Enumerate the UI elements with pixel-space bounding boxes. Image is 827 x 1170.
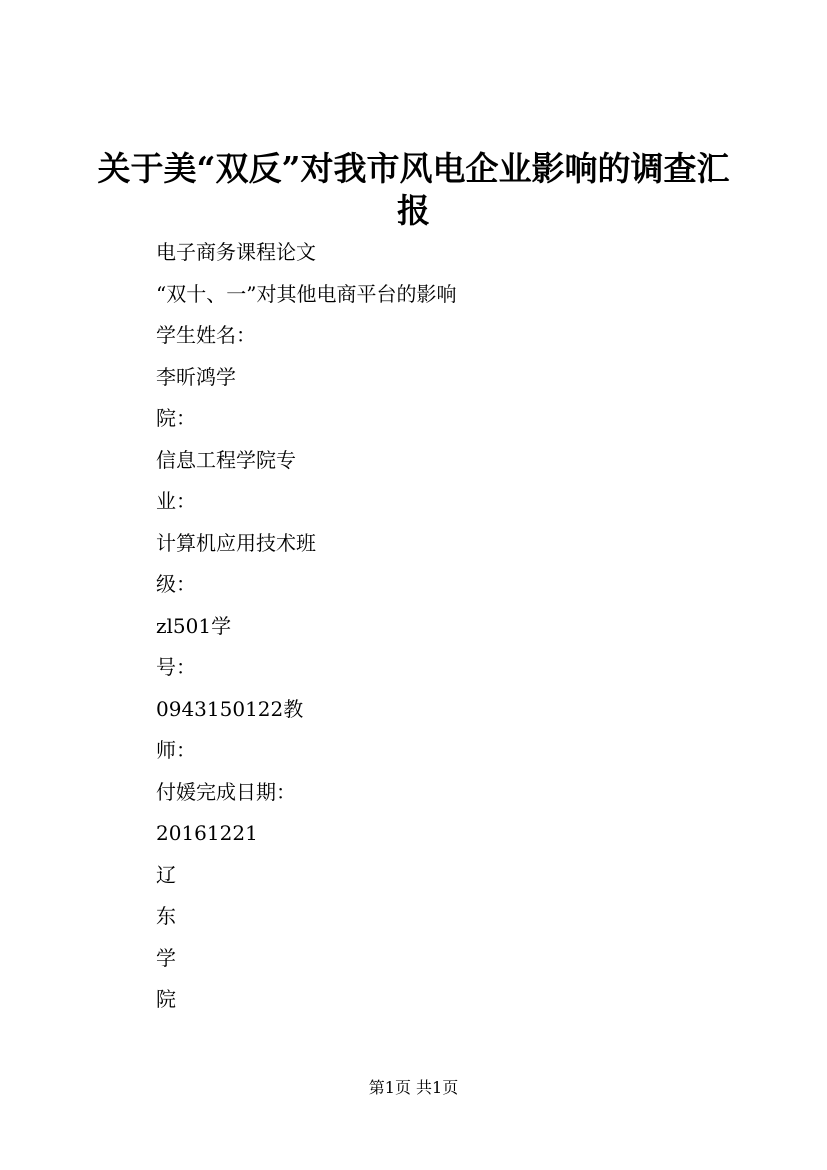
text-line: 院 (156, 987, 176, 1011)
text-line: “双十、一”对其他电商平台的影响 (156, 281, 457, 306)
text-line: zl501学 (156, 613, 232, 638)
text-line: 电子商务课程论文 (156, 240, 316, 264)
page-footer: 第1页 共1页 (368, 1078, 459, 1097)
body-text (156, 237, 776, 1026)
text-line: 李昕鸿学 (156, 364, 236, 389)
text-line: 号： (156, 655, 196, 679)
text-line: 信息工程学院专 (156, 447, 296, 472)
text-line: 师： (156, 738, 196, 762)
text-line: 学 (156, 945, 176, 970)
text-line: 付媛完成日期： (156, 779, 296, 804)
text-line: 学生姓名： (156, 323, 256, 347)
text-line: 辽 (156, 862, 176, 887)
text-line: 0943150122教 (156, 696, 304, 721)
text-line: 计算机应用技术班 (156, 530, 316, 555)
text-line: 院： (156, 406, 196, 430)
text-line: 东 (156, 904, 176, 928)
text-line: 20161221 (156, 821, 258, 845)
title-line-1: 关于美“双反”对我市风电企业影响的调查汇 (97, 149, 730, 188)
text-line: 业： (156, 489, 196, 513)
title-line-2: 报 (397, 191, 430, 230)
page-title (60, 148, 767, 232)
text-line: 级： (156, 572, 196, 596)
